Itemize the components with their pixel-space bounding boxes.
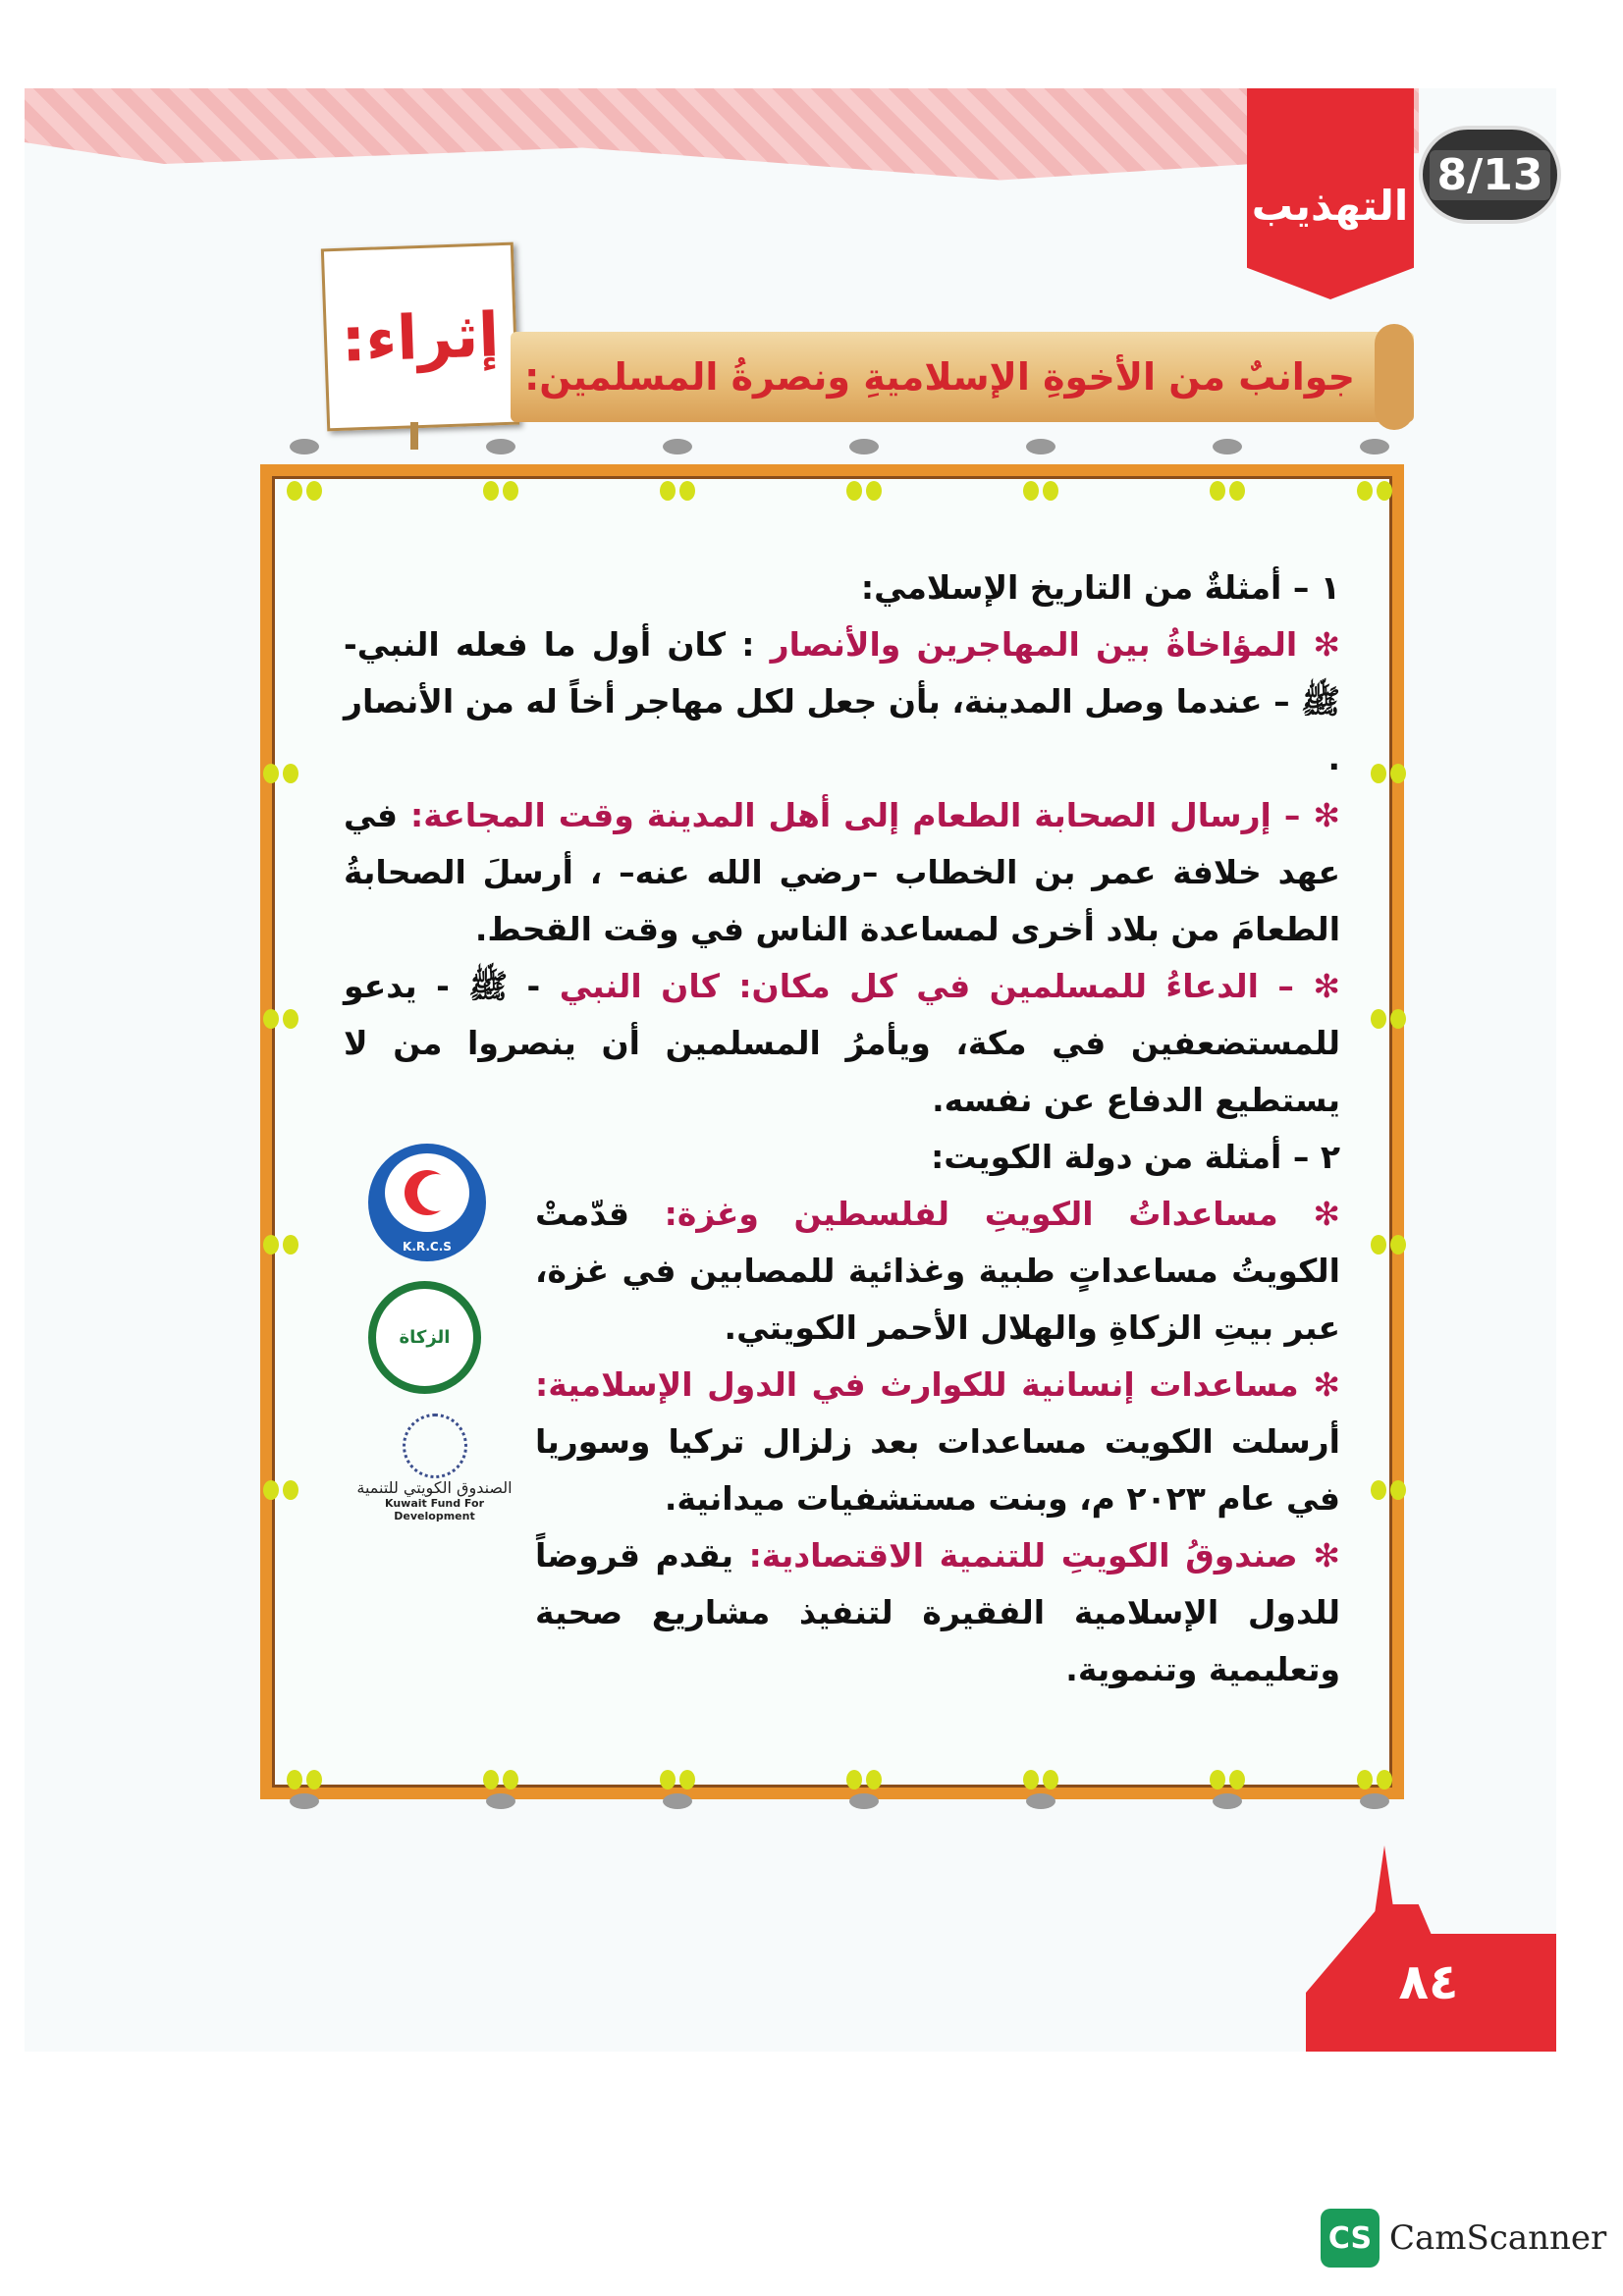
item-text: - ﷺ - يدعو للمستضعفين في مكة، ويأمرُ المسلمين أن ينصروا من لا يستطيع الدفاع عن نفسه.: [344, 967, 1340, 1119]
kfd-english-name: Kuwait Fund For Development: [385, 1497, 484, 1522]
page-badge-text: 8/13: [1430, 150, 1551, 200]
list-item: [344, 787, 1340, 958]
item-title: صندوقُ الكويتِ للتنمية الاقتصادية:: [748, 1536, 1298, 1575]
kfd-emblem-icon: [403, 1414, 467, 1478]
page-badge: [1419, 126, 1561, 224]
bow-icon: [1371, 1472, 1406, 1508]
bow-icon: [1210, 473, 1245, 508]
bow-icon: [263, 1227, 298, 1262]
bow-icon: [1357, 473, 1392, 508]
item-text: : كان أول ما فعله النبي- ﷺ – عندما وصل المدينة، بأن جعل لكل مهاجر أخاً له من الأنصار .: [344, 625, 1340, 777]
bullet-star-icon: ✻: [1297, 625, 1341, 664]
bullet-star-icon: ✻: [1300, 796, 1341, 834]
zakat-house-logo: [368, 1281, 481, 1394]
bullet-star-icon: ✻: [1297, 1536, 1340, 1575]
krcs-logo: [368, 1144, 486, 1261]
bow-icon: [263, 1001, 298, 1037]
item-title: مساعدات إنسانية للكوارث في الدول الإسلامية:: [535, 1365, 1299, 1404]
zakat-logo-text: الزكاة: [399, 1327, 451, 1348]
bow-icon: [660, 473, 695, 508]
item-title: – الدعاءُ للمسلمين في كل مكان: كان النبي: [559, 967, 1294, 1005]
list-item: [344, 616, 1340, 787]
bow-icon: [660, 1762, 695, 1797]
pin-icon: [1360, 439, 1389, 454]
part1-heading: ١ – أمثلةٌ من التاريخ الإسلامي:: [860, 568, 1340, 607]
bow-icon: [263, 756, 298, 791]
list-item: [535, 1527, 1340, 1698]
camscanner-logo-icon: CS: [1321, 2209, 1380, 2268]
bow-icon: [1023, 473, 1058, 508]
bow-icon: [1371, 1001, 1406, 1037]
section-title: جوانبٌ من الأخوةِ الإسلاميةِ ونصرةُ المسلمين:: [524, 355, 1355, 399]
enrichment-label: إثراء:: [340, 297, 501, 376]
pin-icon: [849, 439, 879, 454]
kfd-arabic-name: الصندوق الكويتي للتنمية: [356, 1478, 513, 1497]
pin-icon: [1026, 439, 1055, 454]
list-item: [535, 1186, 1340, 1357]
subject-tab-label: التهذيب: [1251, 182, 1409, 230]
item-title: مساعداتُ الكويتِ لفلسطين وغزة:: [664, 1195, 1278, 1233]
item-text: قدّمتْ الكويتُ مساعداتٍ طبية وغذائية للمصابين في غزة، عبر بيتِ الزكاةِ والهلال الأحمر الكويتي.: [535, 1195, 1340, 1347]
pin-icon: [486, 439, 515, 454]
bow-icon: [287, 1762, 322, 1797]
page-number: ٨٤: [1398, 1953, 1459, 2010]
bow-icon: [1371, 1227, 1406, 1262]
bow-icon: [263, 1472, 298, 1508]
kuwait-fund-logo: [349, 1414, 520, 1541]
bow-icon: [846, 473, 882, 508]
bow-icon: [287, 473, 322, 508]
camscanner-watermark: [1321, 2209, 1606, 2268]
pin-icon: [1213, 439, 1242, 454]
note-stick: [410, 422, 418, 450]
bow-icon: [483, 473, 518, 508]
bullet-star-icon: ✻: [1293, 967, 1341, 1005]
bow-icon: [1023, 1762, 1058, 1797]
item-title: – إرسال الصحابة الطعام إلى أهل المدينة وقت المجاعة:: [410, 796, 1301, 834]
camscanner-text: CamScanner: [1389, 2218, 1607, 2258]
pin-icon: [663, 439, 692, 454]
bow-icon: [483, 1762, 518, 1797]
item-text: في عهد خلافة عمر بن الخطاب –رضي الله عنه– ، أرسلَ الصحابةُ الطعامَ من بلاد أخرى لمساعدة الناس في وقت القحط.: [344, 796, 1340, 948]
bow-icon: [1357, 1762, 1392, 1797]
list-item: [535, 1357, 1340, 1527]
item-text: يقدم قروضاً للدول الإسلامية الفقيرة لتنفيذ مشاريع صحية وتعليمية وتنموية.: [535, 1536, 1340, 1688]
bullet-star-icon: ✻: [1277, 1195, 1340, 1233]
scroll-end: [1375, 324, 1414, 430]
bullet-star-icon: ✻: [1298, 1365, 1341, 1404]
section-title-scroll: [511, 332, 1414, 422]
pin-icon: [290, 439, 319, 454]
krcs-logo-text: K.R.C.S: [403, 1240, 452, 1254]
part2-list: [535, 1186, 1340, 1698]
list-item: [344, 958, 1340, 1129]
item-title: المؤاخاةُ بين المهاجرين والأنصار: [770, 625, 1298, 664]
bow-icon: [846, 1762, 882, 1797]
bow-icon: [1210, 1762, 1245, 1797]
red-crescent-icon: [405, 1170, 450, 1215]
enrichment-note: [321, 242, 519, 432]
item-text: أرسلت الكويت مساعدات بعد زلزال تركيا وسوريا في عام ٢٠٢٣ م، وبنت مستشفيات ميدانية.: [535, 1422, 1340, 1518]
bow-icon: [1371, 756, 1406, 791]
part2-heading: ٢ – أمثلة من دولة الكويت:: [931, 1138, 1340, 1176]
